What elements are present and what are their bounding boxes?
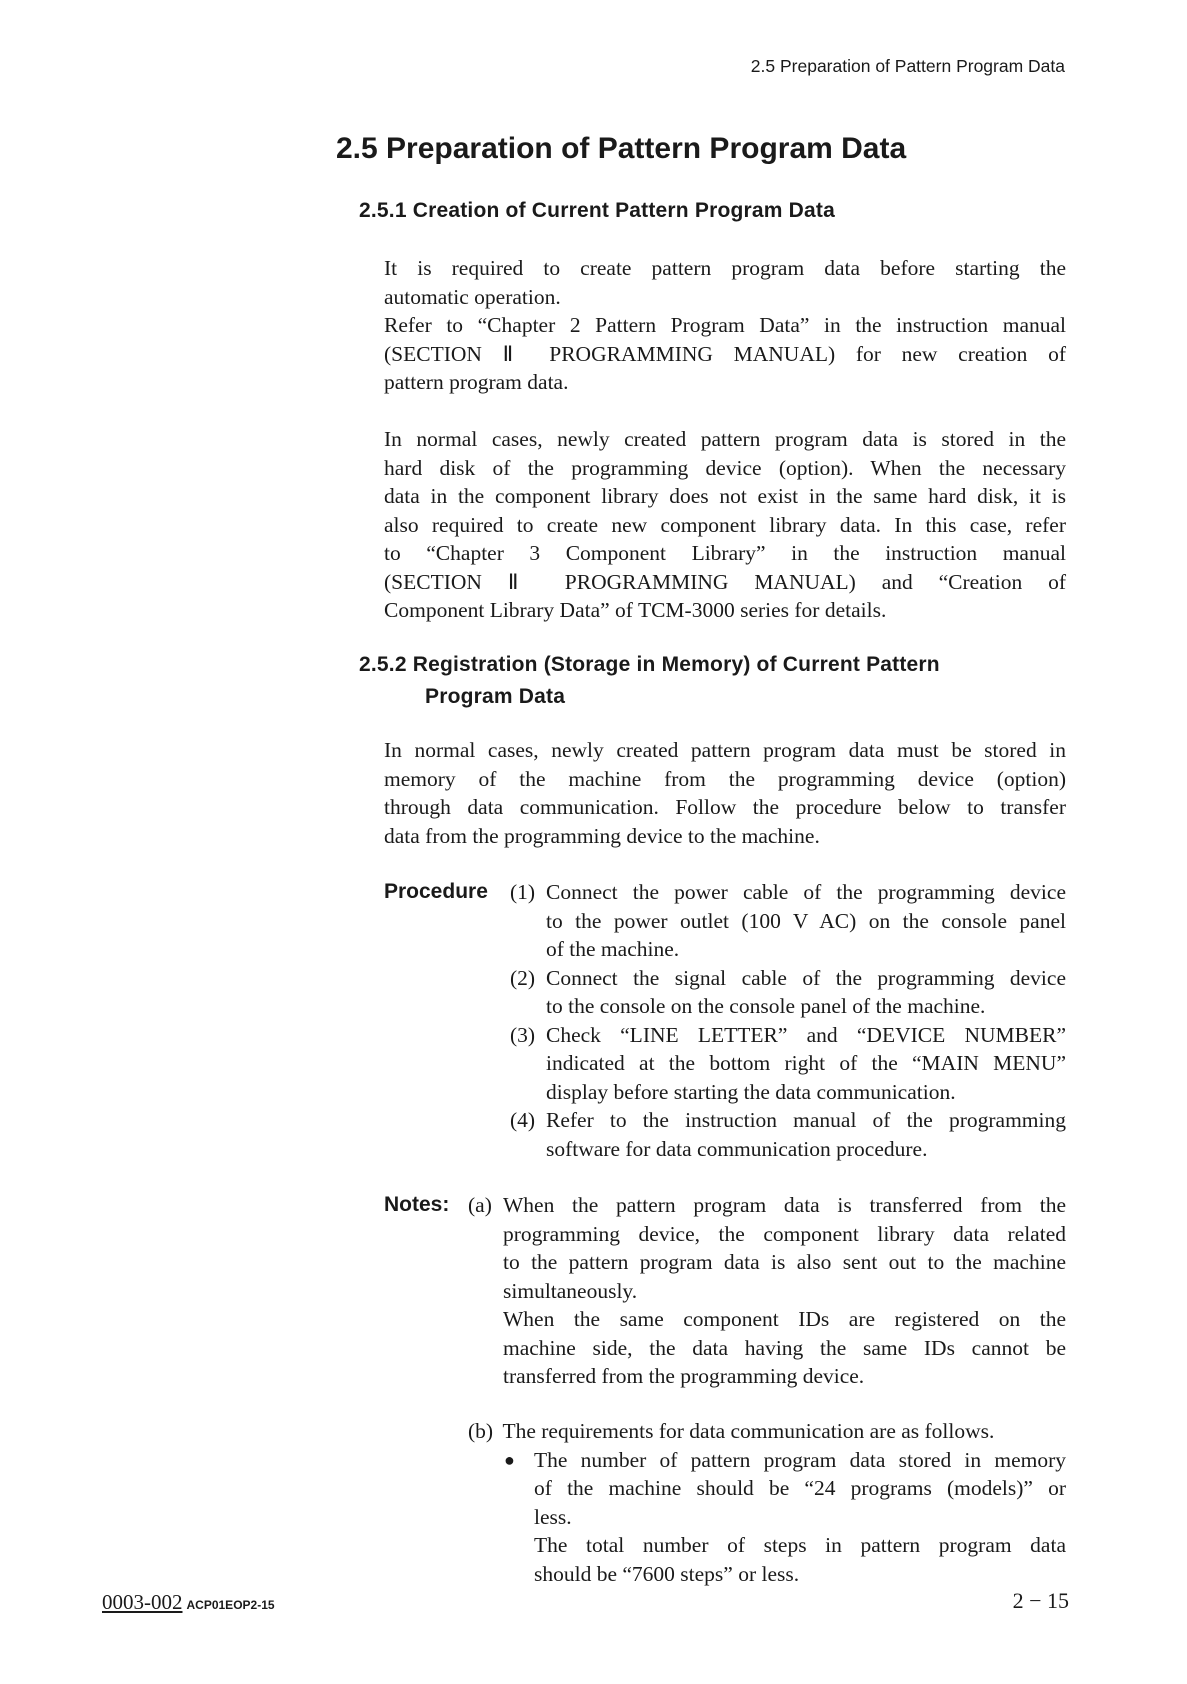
- text-line: less.: [534, 1504, 572, 1529]
- paragraph: [546, 964, 1066, 1021]
- text-line: to “Chapter 3 Component Library” in the instruction manual: [384, 541, 1066, 565]
- bullet-item: [504, 1446, 1066, 1589]
- procedure-steps: [510, 878, 1066, 1163]
- text-line: Refer to the instruction manual of the programming: [546, 1108, 1066, 1132]
- paragraph: [503, 1305, 1066, 1391]
- paragraph: [503, 1191, 1066, 1305]
- text-line: software for data communication procedure.: [546, 1136, 928, 1161]
- paragraph: [546, 1106, 1066, 1163]
- paragraph: [546, 1021, 1066, 1107]
- text-line: In normal cases, newly created pattern program data is stored in the: [384, 427, 1066, 451]
- text-line: should be “7600 steps” or less.: [534, 1561, 800, 1586]
- procedure-step: [510, 1021, 1066, 1107]
- section-2-5-1-body: [384, 254, 1066, 625]
- text-line: Connect the power cable of the programming device: [546, 880, 1066, 904]
- procedure-step: [510, 1106, 1066, 1163]
- text-line: Refer to “Chapter 2 Pattern Program Data” in the instruction manual: [384, 313, 1066, 337]
- text-line: to the console on the console panel of the machine.: [546, 994, 986, 1018]
- paragraph: [384, 311, 1066, 397]
- text-line: data from the programming device to the machine.: [384, 823, 820, 848]
- note-a: [468, 1191, 1066, 1391]
- text-line: indicated at the bottom right of the “MAIN MENU”: [546, 1051, 1066, 1075]
- text-line: pattern program data.: [384, 370, 569, 394]
- text-line: Check “LINE LETTER” and “DEVICE NUMBER”: [546, 1022, 1066, 1047]
- doc-code: 0003-002: [102, 1590, 183, 1614]
- procedure-block: [384, 878, 1066, 1163]
- text-line: The number of pattern program data stored in memory: [534, 1447, 1066, 1472]
- paragraph: [384, 736, 1066, 850]
- running-header: 2.5 Preparation of Pattern Program Data: [750, 56, 1065, 76]
- note-number: (a): [468, 1193, 492, 1217]
- text-line: to the power outlet (100 V AC) on the console panel: [546, 908, 1066, 933]
- text-line: (SECTION Ⅱ PROGRAMMING MANUAL) for new creation of: [384, 341, 1066, 366]
- text-line: It is required to create pattern program data before starting the: [384, 256, 1066, 280]
- text-line: machine side, the data having the same IDs cannot be: [503, 1335, 1066, 1360]
- text-line: programming device, the component library data related: [503, 1221, 1066, 1246]
- page-number: 2 − 15: [1012, 1588, 1069, 1613]
- text-line: of the machine should be “24 programs (models)” or: [534, 1476, 1066, 1500]
- text-line: display before starting the data communication.: [546, 1079, 956, 1104]
- step-number: (4): [510, 1108, 536, 1132]
- text-line: to the pattern program data is also sent out to the machine: [503, 1250, 1066, 1274]
- step-number: (2): [510, 965, 536, 990]
- step-number: (3): [510, 1022, 536, 1047]
- section-heading-2-5-2: [359, 653, 940, 709]
- step-number: (1): [510, 880, 536, 904]
- notes-block: [384, 1191, 1066, 1391]
- paragraph: [384, 254, 1066, 311]
- paragraph: [546, 878, 1066, 964]
- procedure-step: [510, 878, 1066, 964]
- text-line: also required to create new component library data. In this case, refer: [384, 512, 1066, 537]
- text-line: Component Library Data” of TCM-3000 series for details.: [384, 598, 887, 622]
- text-line: (SECTION Ⅱ PROGRAMMING MANUAL) and “Creation of: [384, 569, 1066, 594]
- text-line: When the pattern program data is transferred from the: [503, 1193, 1066, 1217]
- note-b-intro: The requirements for data communication are as follows.: [502, 1419, 995, 1443]
- section-2-5-2-body: [384, 736, 1066, 850]
- text-line: memory of the machine from the programming device (option): [384, 766, 1066, 791]
- text-line: automatic operation.: [384, 284, 561, 309]
- text-line: of the machine.: [546, 937, 680, 961]
- note-b: [468, 1417, 1066, 1588]
- page-title: 2.5 Preparation of Pattern Program Data: [336, 132, 907, 165]
- notes-label: Notes:: [384, 1193, 450, 1216]
- text-line: When the same component IDs are registered on the: [503, 1307, 1066, 1331]
- paragraph: [384, 425, 1066, 625]
- procedure-label: Procedure: [384, 880, 488, 903]
- section-heading-2-5-1: 2.5.1 Creation of Current Pattern Program Data: [359, 199, 835, 222]
- text-line: through data communication. Follow the procedure below to transfer: [384, 795, 1066, 819]
- footer-document-code: [102, 1590, 275, 1615]
- text-line: data in the component library does not exist in the same hard disk, it is: [384, 484, 1066, 508]
- text-line: simultaneously.: [503, 1278, 638, 1303]
- section-heading-line: 2.5.2 Registration (Storage in Memory) of Current Pattern: [359, 653, 940, 676]
- section-heading-line: Program Data: [425, 685, 566, 708]
- text-line: The total number of steps in pattern program data: [534, 1533, 1066, 1557]
- bullet-icon: ●: [504, 1449, 515, 1470]
- note-number: (b): [468, 1419, 494, 1443]
- procedure-step: [510, 964, 1066, 1021]
- text-line: transferred from the programming device.: [503, 1364, 865, 1388]
- paragraph: [534, 1531, 1066, 1588]
- paragraph: [534, 1446, 1066, 1532]
- text-line: hard disk of the programming device (option). When the necessary: [384, 455, 1066, 480]
- text-line: Connect the signal cable of the programming device: [546, 965, 1066, 990]
- doc-ref: ACP01EOP2-15: [186, 1598, 275, 1612]
- text-line: In normal cases, newly created pattern program data must be stored in: [384, 738, 1066, 762]
